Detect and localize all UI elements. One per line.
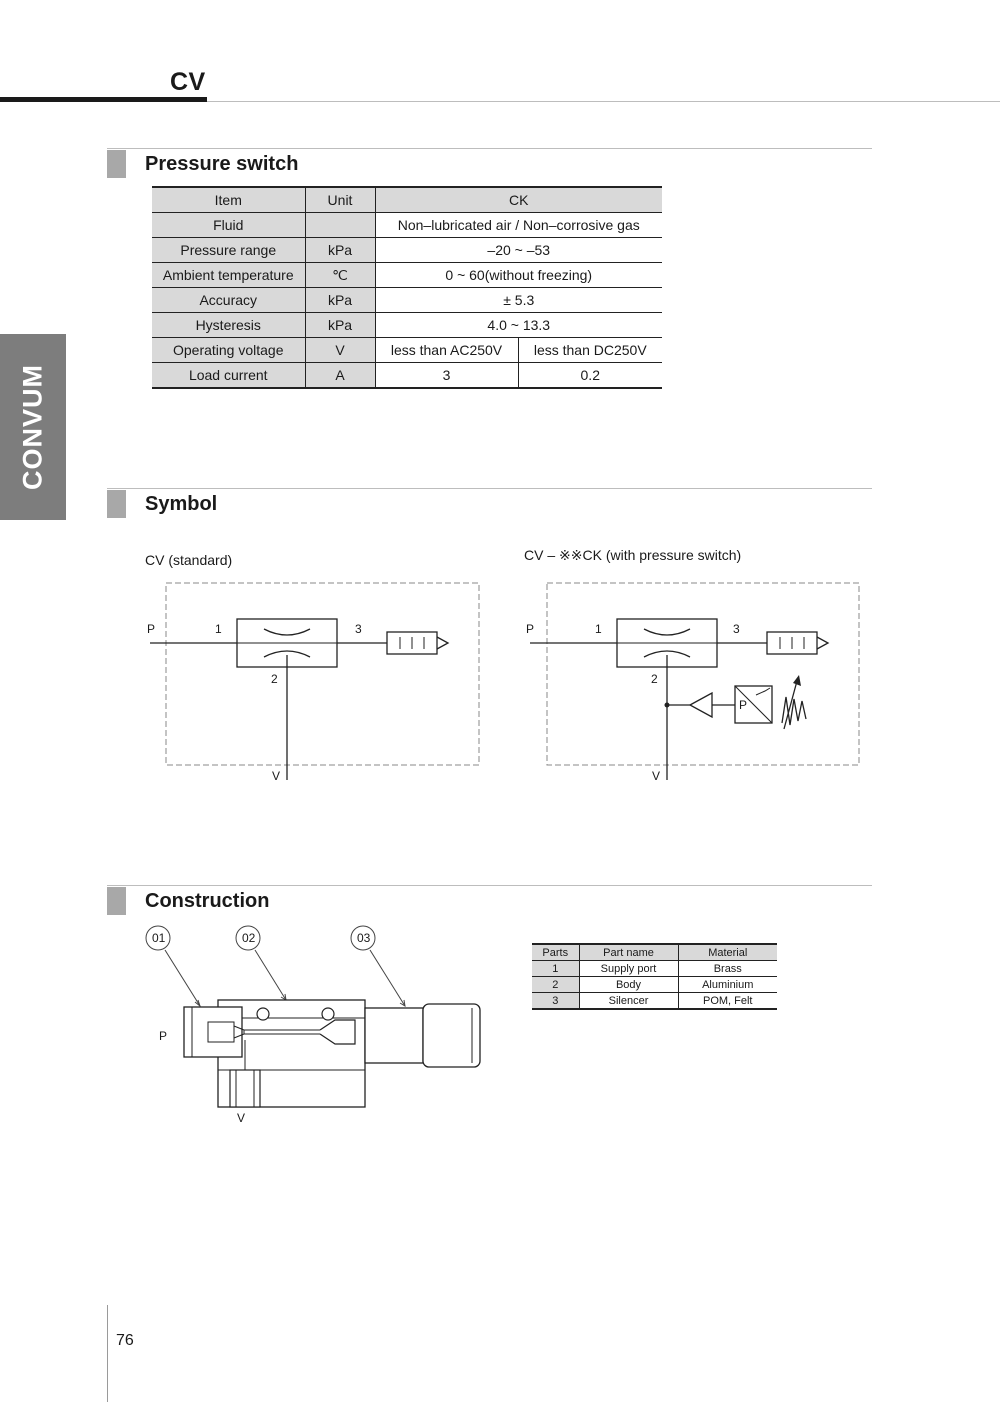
title-underline: [0, 97, 207, 102]
callout-label-02: 02: [242, 931, 256, 945]
port-label-p: P: [147, 622, 156, 636]
section-rule: [107, 488, 872, 489]
part-number-cell: 1: [532, 961, 579, 977]
leader-line: [255, 950, 286, 1000]
section-title-construction: Construction: [145, 890, 270, 912]
header-cell: CK: [375, 187, 662, 213]
value-cell: Non–lubricated air / Non–corrosive gas: [375, 213, 662, 238]
table-row: [152, 363, 662, 389]
parts-table: [532, 943, 777, 1010]
item-cell: Pressure range: [152, 238, 305, 263]
silencer-cap: [423, 1004, 480, 1067]
header-cell: Part name: [579, 944, 678, 961]
page-title: CV: [170, 68, 206, 96]
material-cell: Brass: [678, 961, 777, 977]
sensor-triangle: [690, 693, 712, 717]
unit-cell: V: [305, 338, 375, 363]
port-label-2: 2: [651, 672, 658, 686]
section-marker: [107, 150, 126, 178]
construction-port-v: V: [237, 1111, 246, 1125]
table-row: [152, 238, 662, 263]
symbol-diagram-standard: [140, 575, 490, 790]
header-cell: Material: [678, 944, 777, 961]
vacuum-port: [230, 1070, 260, 1107]
port-label-2: 2: [271, 672, 278, 686]
header-cell: Item: [152, 187, 305, 213]
item-cell: Load current: [152, 363, 305, 389]
table-row: [152, 313, 662, 338]
section-title-symbol: Symbol: [145, 493, 218, 515]
part-name-cell: Silencer: [579, 993, 678, 1010]
material-cell: POM, Felt: [678, 993, 777, 1010]
value-cell: –20 ~ –53: [375, 238, 662, 263]
port-label-1: 1: [215, 622, 222, 636]
port-label-v: V: [272, 769, 281, 783]
callout-label-01: 01: [152, 931, 166, 945]
unit-cell: kPa: [305, 313, 375, 338]
part-name-cell: Body: [579, 977, 678, 993]
unit-cell: ℃: [305, 263, 375, 288]
section-title-pressure-switch: Pressure switch: [145, 153, 299, 175]
table-row: [532, 961, 777, 977]
item-cell: Accuracy: [152, 288, 305, 313]
leader-line: [165, 950, 200, 1006]
leader-line: [370, 950, 405, 1006]
port-label-p: P: [526, 622, 535, 636]
table-row: [152, 288, 662, 313]
port-label-v: V: [652, 769, 661, 783]
silencer: [365, 1008, 423, 1063]
symbol-diagram-with-switch: [520, 575, 870, 790]
part-number-cell: 3: [532, 993, 579, 1010]
header-rule: [207, 101, 1000, 102]
value-cell: 0 ~ 60(without freezing): [375, 263, 662, 288]
table-header-row: [152, 187, 662, 213]
part-number-cell: 2: [532, 977, 579, 993]
value-cell: 4.0 ~ 13.3: [375, 313, 662, 338]
section-rule: [107, 148, 872, 149]
side-tab-label: CONVUM: [17, 364, 48, 490]
boundary-dashed: [547, 583, 859, 765]
value-cell-dc: less than DC250V: [518, 338, 662, 363]
adjust-arrow: [793, 675, 801, 686]
table-row: [152, 338, 662, 363]
nozzle-curve: [264, 629, 310, 635]
unit-cell: kPa: [305, 288, 375, 313]
unit-cell: A: [305, 363, 375, 389]
table-header-row: [532, 944, 777, 961]
section-marker: [107, 887, 126, 915]
port-label-3: 3: [733, 622, 740, 636]
value-cell-ac: 3: [375, 363, 518, 389]
section-marker: [107, 490, 126, 518]
construction-port-p: P: [159, 1029, 168, 1043]
switch-label-p: P: [739, 698, 748, 712]
spec-table: [152, 186, 662, 389]
value-cell: ± 5.3: [375, 288, 662, 313]
item-cell: Ambient temperature: [152, 263, 305, 288]
header-cell: Parts: [532, 944, 579, 961]
item-cell: Operating voltage: [152, 338, 305, 363]
unit-cell: kPa: [305, 238, 375, 263]
port-label-3: 3: [355, 622, 362, 636]
part-name-cell: Supply port: [579, 961, 678, 977]
port-label-1: 1: [595, 622, 602, 636]
symbol-caption-standard: CV (standard): [145, 552, 233, 568]
nozzle-curve: [644, 629, 690, 635]
unit-cell: [305, 213, 375, 238]
side-tab: [0, 334, 66, 520]
table-row: [532, 993, 777, 1010]
material-cell: Aluminium: [678, 977, 777, 993]
table-row: [532, 977, 777, 993]
boundary-dashed: [166, 583, 479, 765]
callout-label-03: 03: [357, 931, 371, 945]
header-cell: Unit: [305, 187, 375, 213]
section-rule: [107, 885, 872, 886]
item-cell: Fluid: [152, 213, 305, 238]
construction-drawing: [140, 920, 490, 1120]
value-cell-dc: 0.2: [518, 363, 662, 389]
footer-rule: [107, 1305, 108, 1402]
table-row: [152, 213, 662, 238]
page-number: 76: [116, 1332, 134, 1349]
item-cell: Hysteresis: [152, 313, 305, 338]
value-cell-ac: less than AC250V: [375, 338, 518, 363]
symbol-caption-with-switch: CV – ※※CK (with pressure switch): [524, 547, 742, 563]
table-row: [152, 263, 662, 288]
